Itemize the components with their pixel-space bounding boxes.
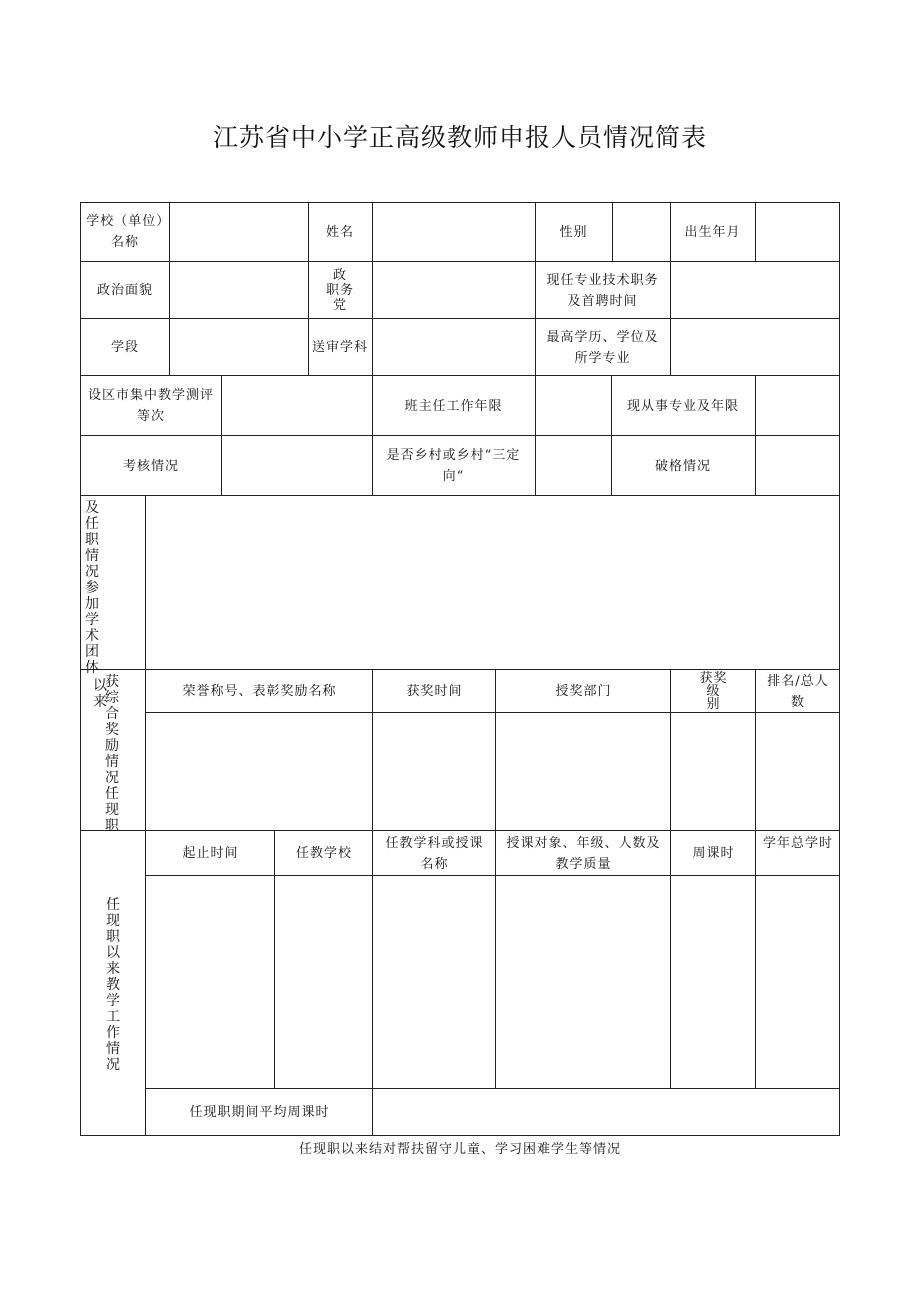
school-stage-field[interactable]: [170, 319, 308, 376]
school-stage-label: 学段: [110, 340, 139, 355]
current-title-label: 现任专业技术职务 及首聘时间: [546, 272, 659, 309]
party-duty-label: 政 职务 党: [325, 268, 354, 313]
academic-groups-side-label: [80, 496, 104, 676]
teaching-evaluation-label: 设区市集中教学测评 等次: [87, 388, 214, 424]
awards-side-text-main: 获综合奖励情况任现职: [105, 674, 119, 834]
rural-status-field[interactable]: [535, 436, 611, 496]
awards-side-text-top: 以来: [93, 678, 107, 710]
birth-date-label: 出生年月: [684, 224, 741, 240]
teaching-evaluation-field[interactable]: [222, 376, 372, 436]
teaching-header-school: 任教学校: [295, 846, 352, 861]
teaching-header-annual-hours: 学年总学时: [762, 836, 833, 851]
political-status-field[interactable]: [170, 262, 308, 319]
teaching-weekly-hours-field[interactable]: [671, 876, 756, 1089]
exception-field[interactable]: [755, 436, 840, 496]
footer-note: 任现职以来结对帮扶留守儿童、学习困难学生等情况: [298, 1142, 621, 1157]
current-profession-label: 现从事专业及年限: [626, 398, 739, 414]
teaching-subject-field[interactable]: [373, 876, 496, 1089]
teaching-school-field[interactable]: [275, 876, 373, 1089]
name-label: 姓名: [325, 224, 354, 240]
awards-date-field[interactable]: [373, 713, 496, 831]
awards-level-field[interactable]: [671, 713, 756, 831]
awards-header-honor-name: 荣誉称号、表彰奖励名称: [182, 684, 337, 699]
awards-side-label: [80, 670, 146, 834]
academic-groups-field[interactable]: [146, 496, 840, 670]
assessment-label: 考核情况: [122, 458, 179, 474]
headteacher-years-field[interactable]: [535, 376, 611, 436]
review-subject-label: 送审学科: [312, 340, 369, 355]
teaching-header-subject: 任教学科或授课 名称: [385, 835, 484, 872]
teaching-period-field[interactable]: [146, 876, 275, 1089]
teaching-annual-hours-field[interactable]: [756, 876, 840, 1089]
school-name-field[interactable]: [170, 202, 308, 262]
education-field[interactable]: [670, 319, 840, 376]
teaching-header-weekly-hours: 周课时: [692, 846, 735, 861]
teaching-side-label: [80, 831, 146, 1136]
awards-header-date: 获奖时间: [406, 684, 463, 699]
application-form-table: [80, 202, 840, 1136]
education-label: 最高学历、学位及 所学专业: [546, 329, 659, 366]
awards-rank-field[interactable]: [756, 713, 840, 831]
current-title-field[interactable]: [670, 262, 840, 319]
political-status-label: 政治面貌: [96, 283, 153, 298]
awards-header-rank: 排名/总人 数: [767, 673, 829, 710]
awards-header-level: 获奖 级 别: [699, 671, 728, 712]
academic-groups-side-text: 及任职情况参加学术团体: [85, 500, 99, 676]
party-duty-field[interactable]: [372, 262, 535, 319]
teaching-header-period: 起止时间: [182, 846, 239, 861]
teaching-students-field[interactable]: [496, 876, 671, 1089]
average-weekly-hours-label: 任现职期间平均周课时: [189, 1105, 330, 1120]
current-profession-field[interactable]: [755, 376, 840, 436]
rural-status-label: 是否乡村或乡村“三定 向“: [386, 448, 521, 484]
average-weekly-hours-field[interactable]: [373, 1089, 840, 1136]
gender-label: 性别: [559, 224, 588, 240]
birth-date-field[interactable]: [755, 202, 840, 262]
awards-header-department: 授奖部门: [555, 684, 612, 699]
awards-honor-name-field[interactable]: [146, 713, 373, 831]
gender-field[interactable]: [612, 202, 670, 262]
teaching-side-text: 任现职以来教学工作情况: [106, 897, 120, 1073]
school-name-label: 学校（单位）名称: [86, 214, 164, 250]
review-subject-field[interactable]: [372, 319, 535, 376]
teaching-header-students: 授课对象、年级、人数及 教学质量: [506, 835, 661, 872]
awards-department-field[interactable]: [496, 713, 671, 831]
exception-label: 破格情况: [654, 458, 711, 474]
name-field[interactable]: [372, 202, 535, 262]
headteacher-years-label: 班主任工作年限: [404, 398, 503, 414]
assessment-field[interactable]: [222, 436, 372, 496]
page-title: 江苏省中小学正高级教师申报人员情况简表: [212, 123, 707, 152]
